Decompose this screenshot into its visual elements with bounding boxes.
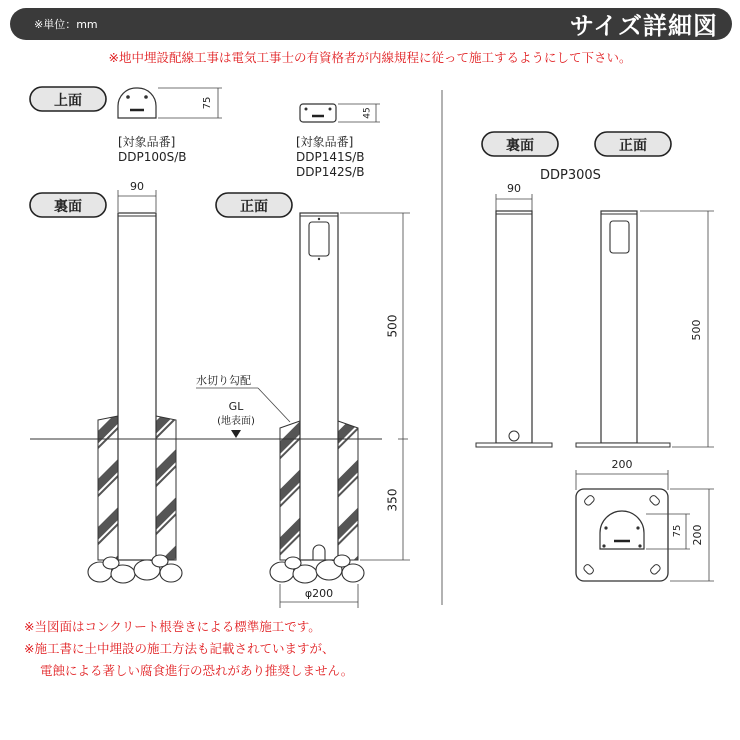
embed-depth-text: 350: [385, 488, 400, 512]
product-heading-b: [対象品番]: [296, 135, 354, 149]
back-view-right-label-pill: [482, 132, 558, 156]
plate-height-text: 200: [691, 524, 704, 546]
product-heading-a: [対象品番]: [118, 135, 176, 149]
right-height-text: 500: [690, 319, 703, 341]
top-view-label: 上面: [54, 93, 82, 109]
back-view-right-label: 裏面: [506, 138, 534, 154]
left-height-text: 500: [385, 314, 400, 338]
diameter-text: φ200: [304, 587, 334, 600]
notes-block: [24, 616, 353, 682]
left-front-post: [300, 213, 338, 560]
plate-width-text: 200: [611, 458, 633, 471]
front-view-right-label-pill: [595, 132, 671, 156]
top-view-a-shape: [118, 88, 156, 118]
top-view-a-depth-text: 75: [202, 96, 213, 110]
right-front-post: [576, 211, 670, 447]
plate-width-dimension: [576, 470, 668, 490]
left-back-post: [118, 213, 156, 560]
left-back-width-dimension: [118, 190, 156, 212]
product-model-b1: DDP141S/B: [296, 150, 365, 164]
right-back-post: [476, 211, 552, 447]
front-view-label-pill: [216, 193, 292, 217]
drain-slope-text: 水切り勾配: [196, 374, 251, 387]
warning-text: ※地中埋設配線工事は電気工事士の有資格者が内線規程に従って施工するようにして下さい。: [108, 50, 632, 65]
base-plate: [576, 489, 668, 581]
gl-text: GL: [228, 400, 244, 413]
product-model-c: DDP300S: [540, 168, 601, 183]
product-model-a: DDP100S/B: [118, 150, 187, 164]
ground-surface-text: (地表面): [217, 416, 255, 427]
back-view-label: 裏面: [54, 199, 82, 215]
page-title: サイズ詳細図: [569, 12, 718, 40]
left-width-text: 90: [130, 180, 144, 193]
unit-label: ※単位：mm: [34, 18, 98, 31]
note-line-2: ※施工書に土中埋設の施工方法も記載されていますが、: [24, 641, 335, 656]
right-width-text: 90: [507, 182, 521, 195]
front-view-right-label: 正面: [619, 138, 647, 154]
back-view-label-pill: [30, 193, 106, 217]
front-view-label: 正面: [240, 199, 268, 215]
top-view-b-depth-text: 45: [362, 107, 373, 119]
note-line-3: 電蝕による著しい腐食進行の恐れがあり推奨しません。: [40, 663, 354, 678]
top-view-b-dimension: [338, 104, 380, 122]
plate-inner-text: 75: [672, 524, 683, 538]
note-line-1: ※当図面はコンクリート根巻きによる標準施工です。: [24, 619, 321, 634]
product-model-b2: DDP142S/B: [296, 165, 365, 179]
top-view-b-shape: [300, 104, 336, 122]
right-back-width-dimension: [496, 194, 532, 211]
ground-marker-icon: [231, 430, 241, 438]
top-view-label-pill: [30, 87, 106, 111]
